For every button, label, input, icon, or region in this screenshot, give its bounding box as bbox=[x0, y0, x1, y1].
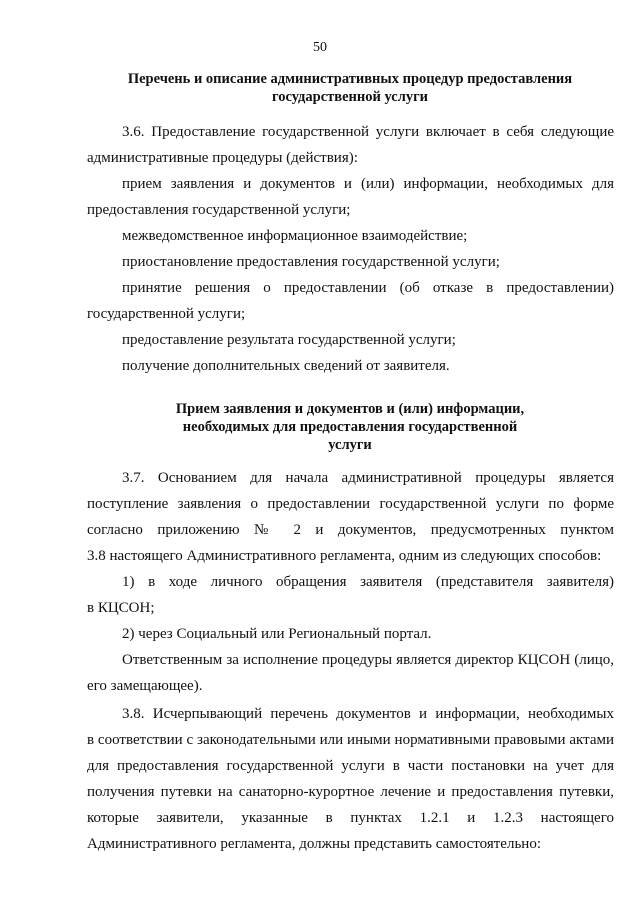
paragraph-line: в соответствии с законодательными или иными нормативными правовыми актами bbox=[87, 732, 614, 748]
paragraph-line: получение дополнительных сведений от заявителя. bbox=[122, 358, 450, 374]
paragraph-line: Ответственным за исполнение процедуры является директор КЦСОН (лицо, bbox=[122, 652, 614, 668]
page-number: 50 bbox=[313, 40, 327, 55]
heading-line: Прием заявления и документов и (или) информации, bbox=[175, 401, 525, 417]
paragraph-line: 3.8 настоящего Административного регламента, одним из следующих способов: bbox=[87, 548, 602, 564]
paragraph-line: административные процедуры (действия): bbox=[87, 150, 358, 166]
section-heading-procedures bbox=[80, 70, 620, 106]
paragraph-line: Административного регламента, должны представить самостоятельно: bbox=[87, 836, 541, 852]
paragraph-line: для предоставления государственной услуги в части постановки на учет для bbox=[87, 758, 614, 774]
paragraph-line: государственной услуги; bbox=[87, 306, 246, 322]
paragraph-line: предоставление результата государственной услуги; bbox=[122, 332, 456, 348]
paragraph-line: прием заявления и документов и (или) информации, необходимых для bbox=[122, 176, 614, 192]
paragraph-line: поступление заявления о предоставлении государственной услуги по форме bbox=[87, 496, 614, 512]
heading-line: необходимых для предоставления государственной bbox=[182, 419, 518, 435]
paragraph-line: 3.7. Основанием для начала административной процедуры является bbox=[122, 470, 614, 486]
heading-line: Перечень и описание административных процедур предоставления bbox=[127, 71, 573, 87]
heading-line: услуги bbox=[328, 437, 372, 453]
paragraph-line: в КЦСОН; bbox=[87, 600, 155, 616]
paragraph-line: принятие решения о предоставлении (об отказе в предоставлении) bbox=[122, 280, 614, 296]
paragraph-line: 3.8. Исчерпывающий перечень документов и информации, необходимых bbox=[122, 706, 614, 722]
section-heading-reception bbox=[110, 400, 590, 454]
paragraph-line: 3.6. Предоставление государственной услуги включает в себя следующие bbox=[122, 124, 614, 140]
paragraph-line: 1) в ходе личного обращения заявителя (представителя заявителя) bbox=[122, 574, 614, 590]
paragraph-line: согласно приложению № 2 и документов, предусмотренных пунктом bbox=[87, 522, 614, 538]
paragraph-line: предоставления государственной услуги; bbox=[87, 202, 351, 218]
paragraph-line: его замещающее). bbox=[87, 678, 203, 694]
paragraph-line: 2) через Социальный или Региональный портал. bbox=[122, 626, 432, 642]
paragraph-line: приостановление предоставления государственной услуги; bbox=[122, 254, 500, 270]
paragraph-line: межведомственное информационное взаимодействие; bbox=[122, 228, 468, 244]
heading-line: государственной услуги bbox=[271, 89, 429, 105]
paragraph-line: которые заявители, указанные в пунктах 1.2.1 и 1.2.3 настоящего bbox=[87, 810, 614, 826]
paragraph-line: получения путевки на санаторно-курортное лечение и предоставления путевки, bbox=[87, 784, 614, 800]
